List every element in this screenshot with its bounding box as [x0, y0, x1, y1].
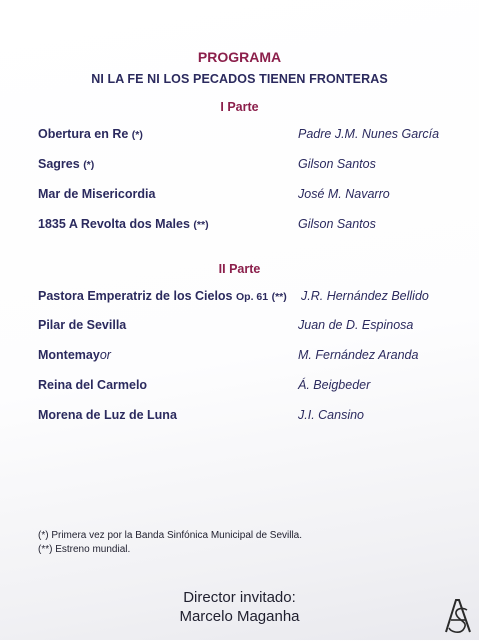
part-2-heading: II Parte: [218, 262, 261, 276]
piece-title: Obertura en Re (*): [38, 127, 143, 141]
part-1-heading: I Parte: [220, 100, 259, 114]
program-row: [0, 318, 479, 336]
piece-title: 1835 A Revolta dos Males (**): [38, 217, 209, 231]
program-row: [0, 127, 479, 145]
program-row: [0, 408, 479, 426]
piece-composer: J.R. Hernández Bellido: [301, 289, 429, 303]
piece-title: Reina del Carmelo: [38, 378, 148, 392]
program-row: [0, 348, 479, 366]
piece-composer: Juan de D. Espinosa: [298, 318, 414, 332]
footnote-mark: (*): [131, 129, 143, 141]
monogram-logo-icon: [441, 596, 475, 636]
piece-composer: José M. Navarro: [298, 187, 390, 201]
footnote: (*) Primera vez por la Banda Sinfónica Municipal de Sevilla.: [38, 530, 303, 541]
program-row: [0, 217, 479, 235]
piece-composer: Gilson Santos: [298, 157, 376, 171]
piece-title: Morena de Luz de Luna: [38, 408, 177, 422]
program-row: [0, 157, 479, 175]
piece-title: Montemayor: [38, 348, 111, 362]
footnote-mark: (**): [193, 219, 209, 231]
footnote-mark: (*): [83, 159, 95, 171]
program-subtitle: NI LA FE NI LOS PECADOS TIENEN FRONTERAS: [91, 72, 388, 86]
director-label: Director invitado:: [183, 589, 296, 606]
director-credit: [0, 588, 479, 626]
program-row: [0, 289, 479, 307]
footnote: (**) Estreno mundial.: [38, 544, 131, 555]
piece-title: Sagres (*): [38, 157, 95, 171]
piece-title: Pastora Emperatriz de los Cielos Op. 61 (**): [38, 289, 287, 303]
footnote-mark: (**): [271, 291, 287, 303]
piece-composer: Á. Beigbeder: [298, 378, 371, 392]
program-row: [0, 187, 479, 205]
piece-composer: M. Fernández Aranda: [298, 348, 419, 362]
program-row: [0, 378, 479, 396]
piece-composer: Padre J.M. Nunes García: [298, 127, 440, 141]
footnotes: [38, 529, 302, 557]
piece-composer: J.I. Cansino: [298, 408, 365, 422]
director-name: Marcelo Maganha: [179, 608, 300, 625]
piece-title: Mar de Misericordia: [38, 187, 156, 201]
program-title: PROGRAMA: [197, 49, 282, 65]
piece-title: Pilar de Sevilla: [38, 318, 127, 332]
opus-number: Op. 61: [236, 291, 269, 303]
piece-composer: Gilson Santos: [298, 217, 376, 231]
